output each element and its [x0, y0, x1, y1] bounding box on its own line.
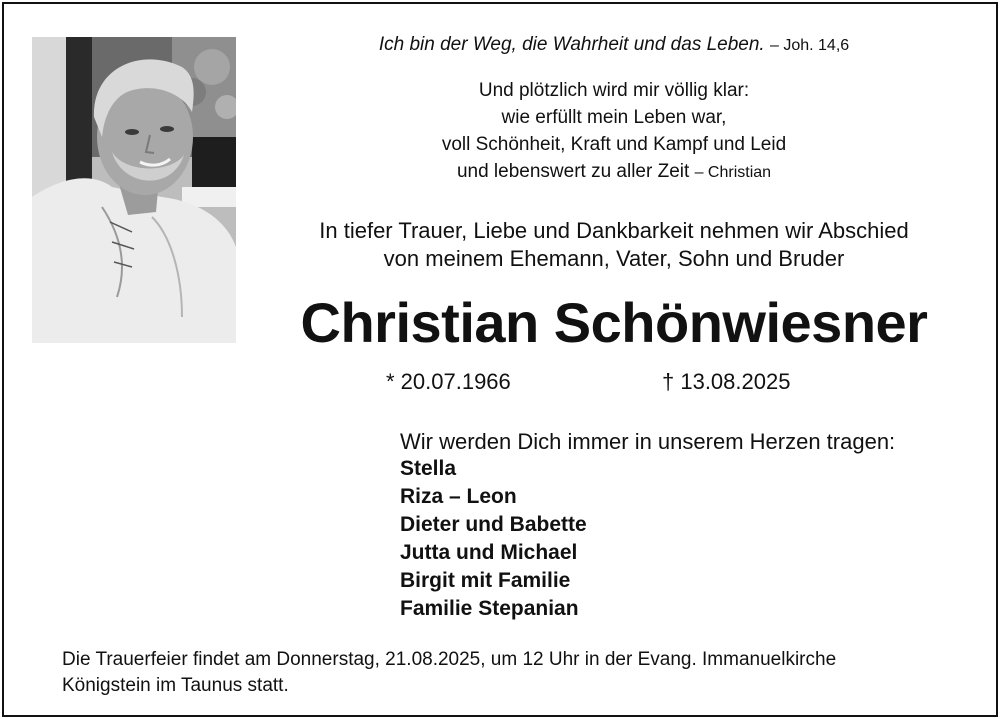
intro-line-2: von meinem Ehemann, Vater, Sohn und Bruder [383, 246, 845, 271]
birth-date: * 20.07.1966 [386, 369, 511, 394]
obituary-notice [2, 2, 998, 717]
service-info-line-2: Königstein im Taunus statt. [62, 675, 289, 696]
intro-line-1: In tiefer Trauer, Liebe und Dankbarkeit nehmen wir Abschied [319, 218, 909, 243]
mourner-name: Birgit mit Familie [400, 569, 571, 592]
poem-line-1: Und plötzlich wird mir völlig klar: [478, 80, 750, 101]
closing-line: Wir werden Dich immer in unserem Herzen tragen: [400, 429, 896, 454]
poem-line-4 [254, 161, 974, 183]
poem-line-2: wie erfüllt mein Leben war, [501, 107, 727, 128]
portrait-photo [32, 37, 236, 343]
poem-author: – Christian [694, 164, 772, 181]
service-info-line-1: Die Trauerfeier findet am Donnerstag, 21.08.2025, um 12 Uhr in der Evang. Immanuelkirche [62, 649, 837, 670]
mourner-name: Jutta und Michael [400, 541, 578, 564]
mourner-name: Dieter und Babette [400, 513, 587, 536]
mourner-name: Stella [400, 457, 457, 480]
bible-verse: Ich bin der Weg, die Wahrheit und das Leben. [378, 34, 765, 55]
portrait-image [32, 37, 236, 343]
deceased-name: Christian Schönwiesner [300, 291, 928, 354]
mourner-name: Riza – Leon [400, 485, 517, 508]
poem-line-3: voll Schönheit, Kraft und Kampf und Leid [441, 134, 787, 155]
bible-reference: – Joh. 14,6 [770, 37, 850, 54]
bible-quote [254, 34, 974, 56]
poem-line-4-text: und lebenswert zu aller Zeit [456, 161, 690, 182]
death-date: † 13.08.2025 [662, 369, 791, 394]
mourner-name: Familie Stepanian [400, 597, 579, 620]
